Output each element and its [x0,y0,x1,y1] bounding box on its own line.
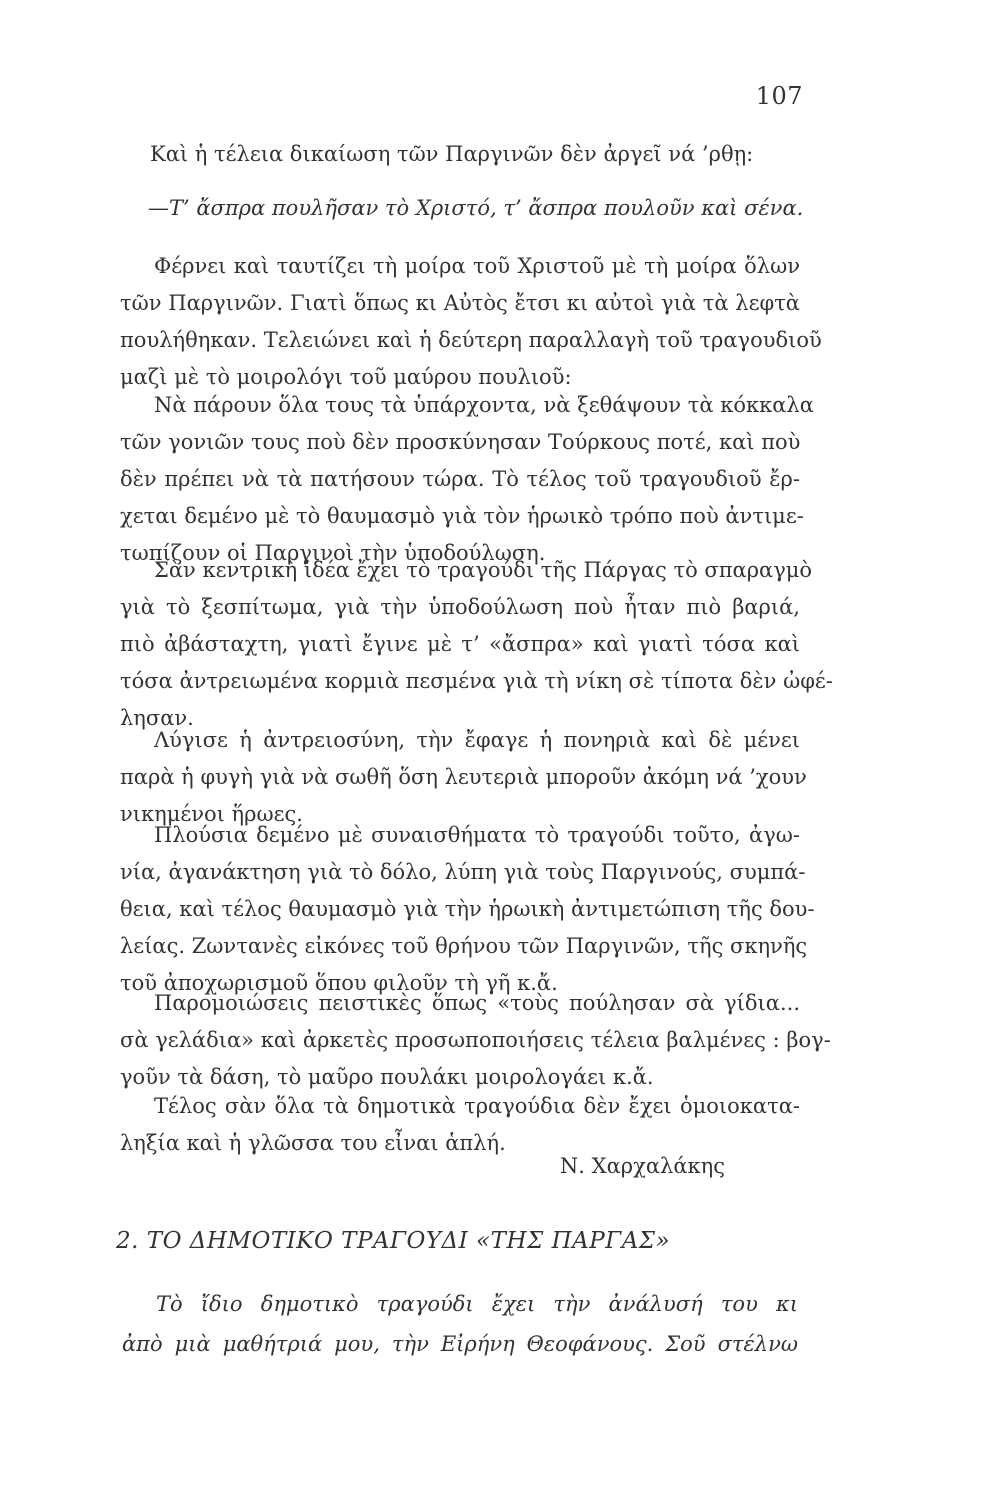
text-line: Λύγισε ἡ ἀντρειοσύνη, τὴν ἔφαγε ἡ πονηριὰ καὶ δὲ μένει [154,728,800,752]
text-line: Νὰ πάρουν ὅλα τους τὰ ὑπάρχοντα, νὰ ξεθάψουν τὰ κόκκαλα [154,393,814,417]
text-line: σὰ γελάδια» καὶ ἀρκετὲς προσωποποιήσεις τέλεια βαλμένες : βογ- [120,1028,831,1052]
text-line: τῶν γονιῶν τους ποὺ δὲν προσκύνησαν Τούρκους ποτέ, καὶ ποὺ [120,430,801,454]
paragraph-1 [120,248,822,396]
text-line: παρὰ ἡ φυγὴ γιὰ νὰ σωθῆ ὅση λευτεριὰ μποροῦν ἀκόμη νά ’χουν [120,765,807,789]
text-line: τῶν Παργινῶν. Γιατὶ ὅπως κι Αὐτὸς ἔτσι κι αὐτοὶ γιὰ τὰ λεφτὰ [120,291,800,315]
text-line: νία, ἀγανάκτηση γιὰ τὸ δόλο, λύπη γιὰ τοὺς Παργινούς, συμπά- [120,860,806,884]
text-line: νικημένοι ἥρωες. [120,802,303,826]
text-line: Φέρνει καὶ ταυτίζει τὴ μοίρα τοῦ Χριστοῦ μὲ τὴ μοίρα ὅλων [154,254,800,278]
text-line: λησαν. [120,706,194,730]
text-line: Σὰν κεντρικὴ ἰδέα ἔχει τὸ τραγούδι τῆς Πάργας τὸ σπαραγμὸ [154,558,813,582]
text-line: Πλούσια δεμένο μὲ συναισθήματα τὸ τραγούδι τοῦτο, ἀγω- [154,823,800,847]
text-line: ληξία καὶ ἡ γλῶσσα του εἶναι ἁπλή. [120,1131,506,1155]
text-line: τοῦ ἀποχωρισμοῦ ὅπου φιλοῦν τὴ γῆ κ.ἄ. [120,971,558,995]
paragraph-6 [120,985,831,1096]
text-line: πουλήθηκαν. Τελειώνει καὶ ἡ δεύτερη παραλλαγὴ τοῦ τραγουδιοῦ [120,328,822,352]
page-number: 107 [755,82,803,110]
section-heading: 2. ΤΟ ΔΗΜΟΤΙΚΟ ΤΡΑΓΟΥΔΙ «ΤΗΣ ΠΑΡΓΑΣ» [116,1228,671,1254]
text-line: πιὸ ἀβάσταχτη, γιατὶ ἔγινε μὲ τ’ «ἄσπρα» καὶ γιατὶ τόσα καὶ [120,632,800,656]
text-line: μαζὶ μὲ τὸ μοιρολόγι τοῦ μαύρου πουλιοῦ: [120,365,572,389]
text-line: γιὰ τὸ ξεσπίτωμα, γιὰ τὴν ὑποδούλωση ποὺ ἦταν πιὸ βαριά, [120,595,800,619]
paragraph-5 [120,817,815,1002]
text-line: θεια, καὶ τέλος θαυμασμὸ γιὰ τὴν ἡρωικὴ ἀντιμετώπιση τῆς δου- [120,897,815,921]
text-line: Παρομοιώσεις πειστικὲς ὅπως «τοὺς πούλησαν σὰ γίδια... [154,991,800,1015]
text-line: δὲν πρέπει νὰ τὰ πατήσουν τώρα. Τὸ τέλος τοῦ τραγουδιοῦ ἔρ- [120,467,800,491]
text-line: Τὸ ἴδιο δημοτικὸ τραγούδι ἔχει τὴν ἀνάλυσή του κι [156,1292,798,1316]
author-signature: Ν. Χαρχαλάκης [559,1154,725,1178]
paragraph-2 [120,387,814,572]
text-line: τόσα ἀντρειωμένα κορμιὰ πεσμένα γιὰ τὴ νίκη σὲ τίποτα δὲν ὠφέ- [120,669,833,693]
text-line: χεται δεμένο μὲ τὸ θαυμασμὸ γιὰ τὸν ἡρωικὸ τρόπο ποὺ ἀντιμε- [120,504,804,528]
paragraph-3 [120,552,833,737]
intro-line: Καὶ ἡ τέλεια δικαίωση τῶν Παργινῶν δὲν ἀργεῖ νά ’ρθῃ: [150,142,754,166]
verse-quote: —Τ’ ἄσπρα πουλῆσαν τὸ Χριστό, τ’ ἄσπρα πουλοῦν καὶ σένα. [148,196,804,220]
text-line: τωπίζουν οἱ Παργινοὶ τὴν ὑποδούλωση. [120,541,546,565]
section-intro-paragraph [122,1284,798,1364]
text-line: ἀπὸ μιὰ μαθήτριά μου, τὴν Εἰρήνη Θεοφάνους. Σοῦ στέλνω [122,1332,798,1356]
paragraph-7 [120,1088,800,1162]
text-line: Τέλος σὰν ὅλα τὰ δημοτικὰ τραγούδια δὲν ἔχει ὁμοιοκατα- [154,1094,800,1118]
text-line: γοῦν τὰ δάση, τὸ μαῦρο πουλάκι μοιρολογάει κ.ἄ. [120,1065,654,1089]
text-line: λείας. Ζωντανὲς εἰκόνες τοῦ θρήνου τῶν Παργινῶν, τῆς σκηνῆς [120,934,808,958]
